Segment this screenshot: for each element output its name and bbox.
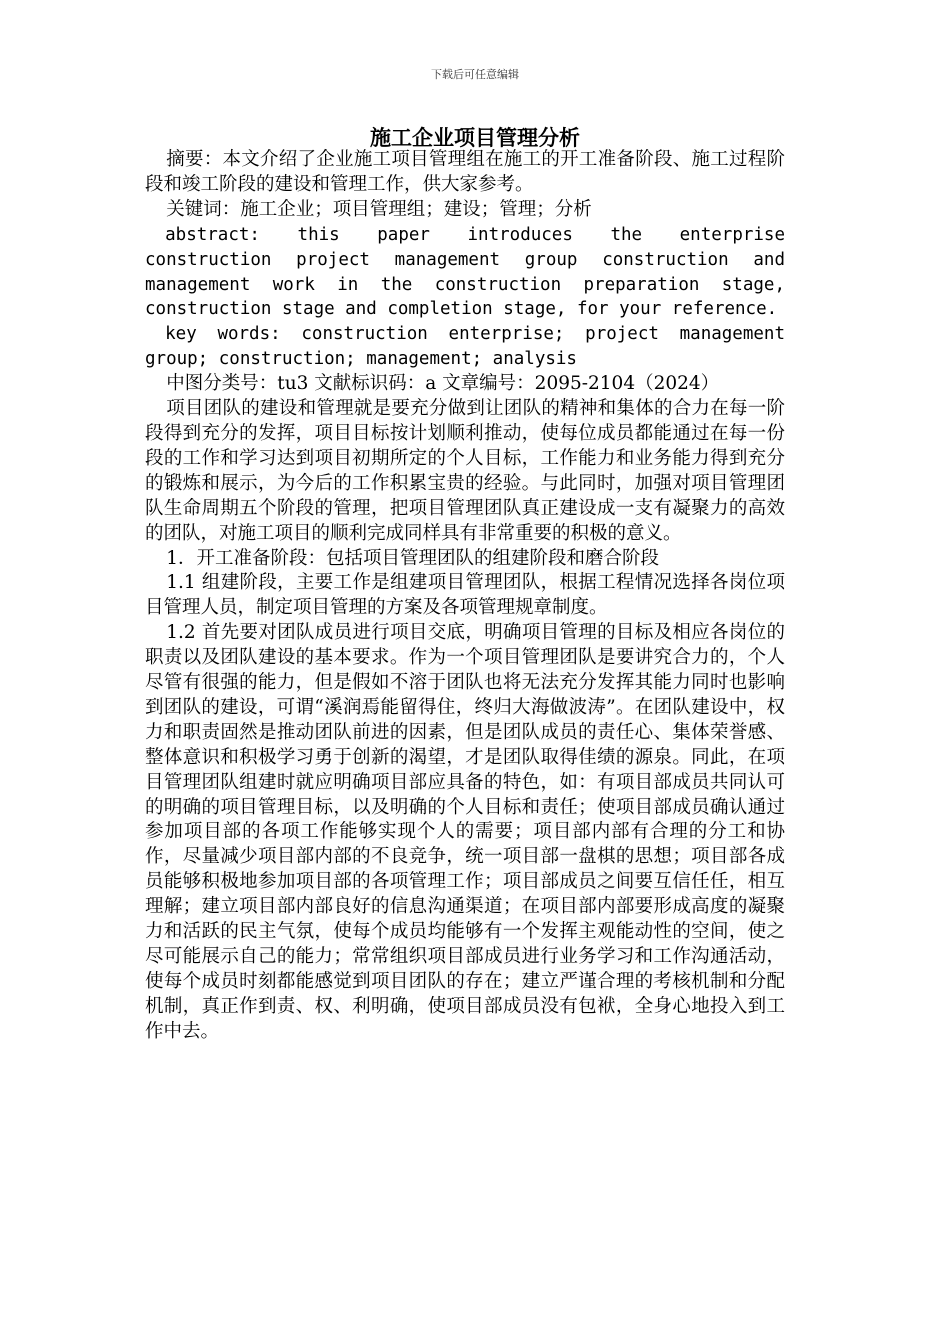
- abstract-paragraph: 摘要：本文介绍了企业施工项目管理组在施工的开工准备阶段、施工过程阶段和竣工阶段的建设和管理工作，供大家参考。: [145, 149, 785, 195]
- header-note: 下载后可任意编辑: [431, 68, 519, 81]
- section-paragraph-1-2: 1.2 首先要对团队成员进行项目交底，明确项目管理的目标及相应各岗位的职责以及团队建设的基本要求。作为一个项目管理团队是要讲究合力的，个人尽管有很强的能力，但是假如不溶于团队也将无法充分发挥其能力同时也影响到团队的建设，可谓“溪润焉能留得住，终归大海做波涛”。在团队建设中，权力和职责固然是推动团队前进的因素，但是团队成员的责任心、集体荣誉感、整体意识和积极学习勇于创新的渴望，才是团队取得佳绩的源泉。同此，在项目管理团队组建时就应明确项目部应具备的特色，如：有项目部成员共同认可的明确的项目管理目标，以及明确的个人目标和责任；使项目部成员确认通过参加项目部的各项工作能够实现个人的需要；项目部内部有合理的分工和协作，尽量减少项目部内部的不良竞争，统一项目部一盘棋的思想；项目部各成员能够积极地参加项目部的各项管理工作；项目部成员之间要互信任任，相互理解；建立项目部内部良好的信息沟通渠道；在项目部内部要形成高度的凝聚力和活跃的民主气氛，使每个成员均能够有一个发挥主观能动性的空间，使之尽可能展示自己的能力；常常组织项目部成员进行业务学习和工作沟通活动，使每个成员时刻都能感觉到项目团队的存在；建立严谨合理的考核机制和分配机制，真正作到责、权、利明确，使项目部成员没有包袱，全身心地投入到工作中去。: [145, 622, 785, 1042]
- document-body: [145, 148, 785, 1045]
- english-abstract-paragraph: abstract: this paper introduces the enterprise construction project management group construction and management work in the construction preparation stage, construction stage and completion stage, for your reference.: [145, 224, 785, 320]
- intro-paragraph: 项目团队的建设和管理就是要充分做到让团队的精神和集体的合力在每一阶段得到充分的发挥，项目目标按计划顺利推动，使每位成员都能通过在每一份段的工作和学习达到项目初期所定的个人目标，工作能力和业务能力得到充分的锻炼和展示，为今后的工作积累宝贵的经验。与此同时，加强对项目管理团队生命周期五个阶段的管理，把项目管理团队真正建设成一支有凝聚力的高效的团队，对施工项目的顺利完成同样具有非常重要的积极的意义。: [145, 398, 785, 544]
- classification-paragraph: 中图分类号：tu3 文献标识码：a 文章编号：2095-2104（2024）: [166, 373, 720, 395]
- section-heading-1: 1．开工准备阶段：包括项目管理团队的组建阶段和磨合阶段: [166, 547, 660, 569]
- document-title: 施工企业项目管理分析: [370, 126, 580, 150]
- english-keywords-paragraph: key words: construction enterprise; project management group; construction; management; analysis: [145, 324, 785, 370]
- section-paragraph-1-1: 1.1 组建阶段，主要工作是组建项目管理团队，根据工程情况选择各岗位项目管理人员，制定项目管理的方案及各项管理规章制度。: [145, 572, 785, 619]
- keywords-paragraph: 关键词：施工企业；项目管理组；建设；管理；分析: [166, 198, 592, 220]
